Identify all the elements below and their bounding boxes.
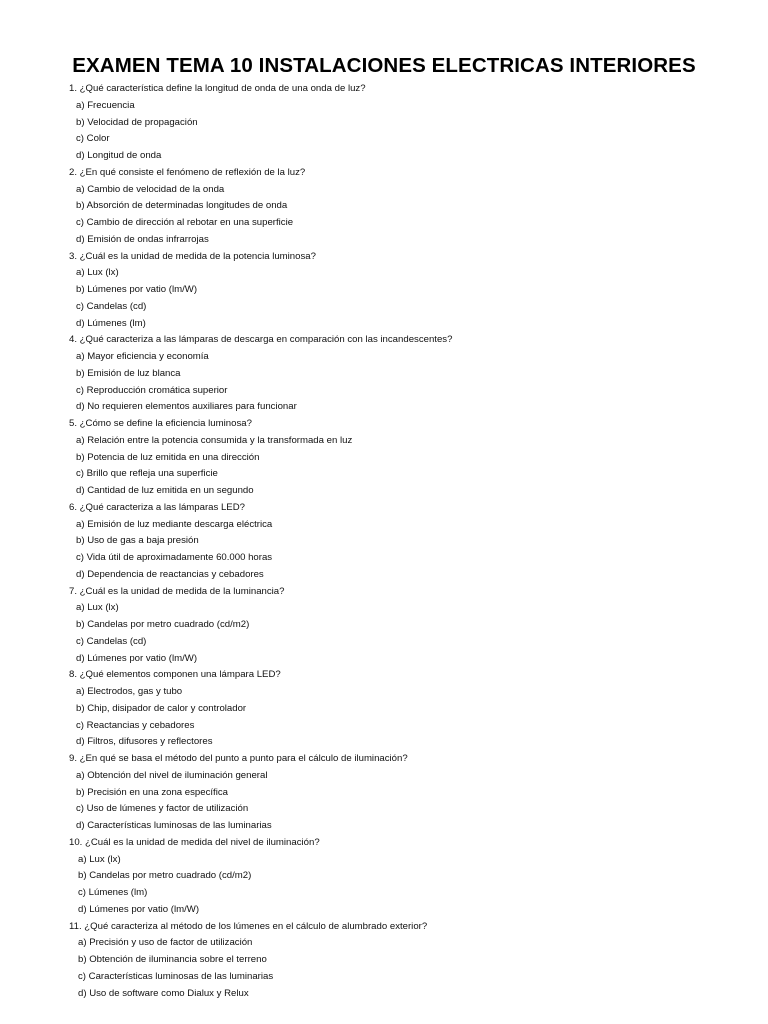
- option-c: c) Reproducción cromática superior: [76, 384, 228, 396]
- question-5: [69, 416, 749, 500]
- option-a: a) Lux (lx): [78, 853, 121, 865]
- option-b: b) Velocidad de propagación: [76, 116, 198, 128]
- page-title: EXAMEN TEMA 10 INSTALACIONES ELECTRICAS INTERIORES: [72, 54, 696, 77]
- question-8: [69, 667, 749, 751]
- question-1: [69, 81, 749, 165]
- question-2: [69, 165, 749, 249]
- option-b: b) Chip, disipador de calor y controlador: [76, 702, 247, 714]
- option-d: d) Emisión de ondas infrarrojas: [76, 233, 209, 245]
- option-a: a) Relación entre la potencia consumida y la transformada en luz: [76, 434, 353, 446]
- option-c: c) Brillo que refleja una superficie: [76, 468, 218, 480]
- option-d: d) Características luminosas de las luminarias: [76, 820, 272, 831]
- option-a: a) Lux (lx): [76, 267, 119, 279]
- option-a: a) Cambio de velocidad de la onda: [76, 183, 225, 195]
- question-9: [69, 751, 749, 835]
- option-a: a) Mayor eficiencia y economía: [76, 351, 209, 362]
- option-b: b) Lúmenes por vatio (lm/W): [76, 284, 198, 295]
- option-d: d) Dependencia de reactancias y cebadores: [76, 568, 264, 580]
- option-c: c) Reactancias y cebadores: [76, 719, 195, 731]
- question-11: [69, 919, 749, 1003]
- option-c: c) Lúmenes (lm): [78, 887, 148, 898]
- option-d: d) Lúmenes por vatio (lm/W): [76, 652, 198, 664]
- option-d: d) Cantidad de luz emitida en un segundo: [76, 485, 254, 496]
- question-text: 4. ¿Qué caracteriza a las lámparas de descarga en comparación con las incandescentes?: [69, 334, 453, 346]
- question-text: 11. ¿Qué caracteriza al método de los lúmenes en el cálculo de alumbrado exterior?: [69, 920, 428, 932]
- question-text: 5. ¿Cómo se define la eficiencia luminosa?: [69, 418, 252, 429]
- option-c: c) Vida útil de aproximadamente 60.000 horas: [76, 552, 273, 563]
- question-text: 2. ¿En qué consiste el fenómeno de reflexión de la luz?: [69, 166, 306, 178]
- option-b: b) Potencia de luz emitida en una dirección: [76, 451, 260, 463]
- option-b: b) Emisión de luz blanca: [76, 367, 181, 379]
- question-text: 7. ¿Cuál es la unidad de medida de la luminancia?: [69, 585, 285, 597]
- option-a: a) Emisión de luz mediante descarga eléctrica: [76, 518, 273, 530]
- option-d: d) Filtros, difusores y reflectores: [76, 736, 213, 748]
- option-d: d) Lúmenes por vatio (lm/W): [78, 903, 200, 915]
- option-c: c) Candelas (cd): [76, 635, 147, 647]
- question-10: [69, 835, 749, 919]
- question-text: 6. ¿Qué caracteriza a las lámparas LED?: [69, 501, 245, 513]
- option-b: b) Precisión en una zona específica: [76, 786, 228, 798]
- question-6: [69, 500, 749, 584]
- question-7: [69, 584, 749, 668]
- option-a: a) Obtención del nivel de iluminación general: [76, 769, 268, 781]
- question-text: 10. ¿Cuál es la unidad de medida del nivel de iluminación?: [69, 836, 320, 848]
- option-b: b) Absorción de determinadas longitudes de onda: [76, 200, 288, 212]
- option-d: d) Lúmenes (lm): [76, 317, 146, 329]
- option-d: d) Longitud de onda: [76, 150, 162, 161]
- question-text: 9. ¿En qué se basa el método del punto a punto para el cálculo de iluminación?: [69, 753, 408, 764]
- option-c: c) Características luminosas de las luminarias: [78, 970, 274, 982]
- option-b: b) Uso de gas a baja presión: [76, 535, 199, 547]
- question-text: 3. ¿Cuál es la unidad de medida de la potencia luminosa?: [69, 250, 316, 262]
- option-c: c) Candelas (cd): [76, 300, 147, 312]
- option-c: c) Cambio de dirección al rebotar en una superficie: [76, 217, 294, 228]
- option-a: a) Lux (lx): [76, 602, 119, 614]
- option-a: a) Electrodos, gas y tubo: [76, 686, 183, 697]
- option-b: b) Obtención de iluminancia sobre el terreno: [78, 954, 267, 965]
- option-a: a) Frecuencia: [76, 99, 135, 111]
- option-c: c) Uso de lúmenes y factor de utilización: [76, 803, 249, 815]
- option-d: d) No requieren elementos auxiliares para funcionar: [76, 401, 297, 413]
- question-text: 1. ¿Qué característica define la longitud de onda de una onda de luz?: [69, 83, 366, 94]
- question-3: [69, 249, 749, 333]
- option-a: a) Precisión y uso de factor de utilización: [78, 937, 253, 949]
- option-b: b) Candelas por metro cuadrado (cd/m2): [78, 870, 252, 882]
- option-c: c) Color: [76, 133, 110, 145]
- option-d: d) Uso de software como Dialux y Relux: [78, 987, 249, 999]
- question-text: 8. ¿Qué elementos componen una lámpara LED?: [69, 669, 281, 681]
- question-4: [69, 332, 749, 416]
- question-list: [69, 81, 749, 1002]
- option-b: b) Candelas por metro cuadrado (cd/m2): [76, 619, 250, 630]
